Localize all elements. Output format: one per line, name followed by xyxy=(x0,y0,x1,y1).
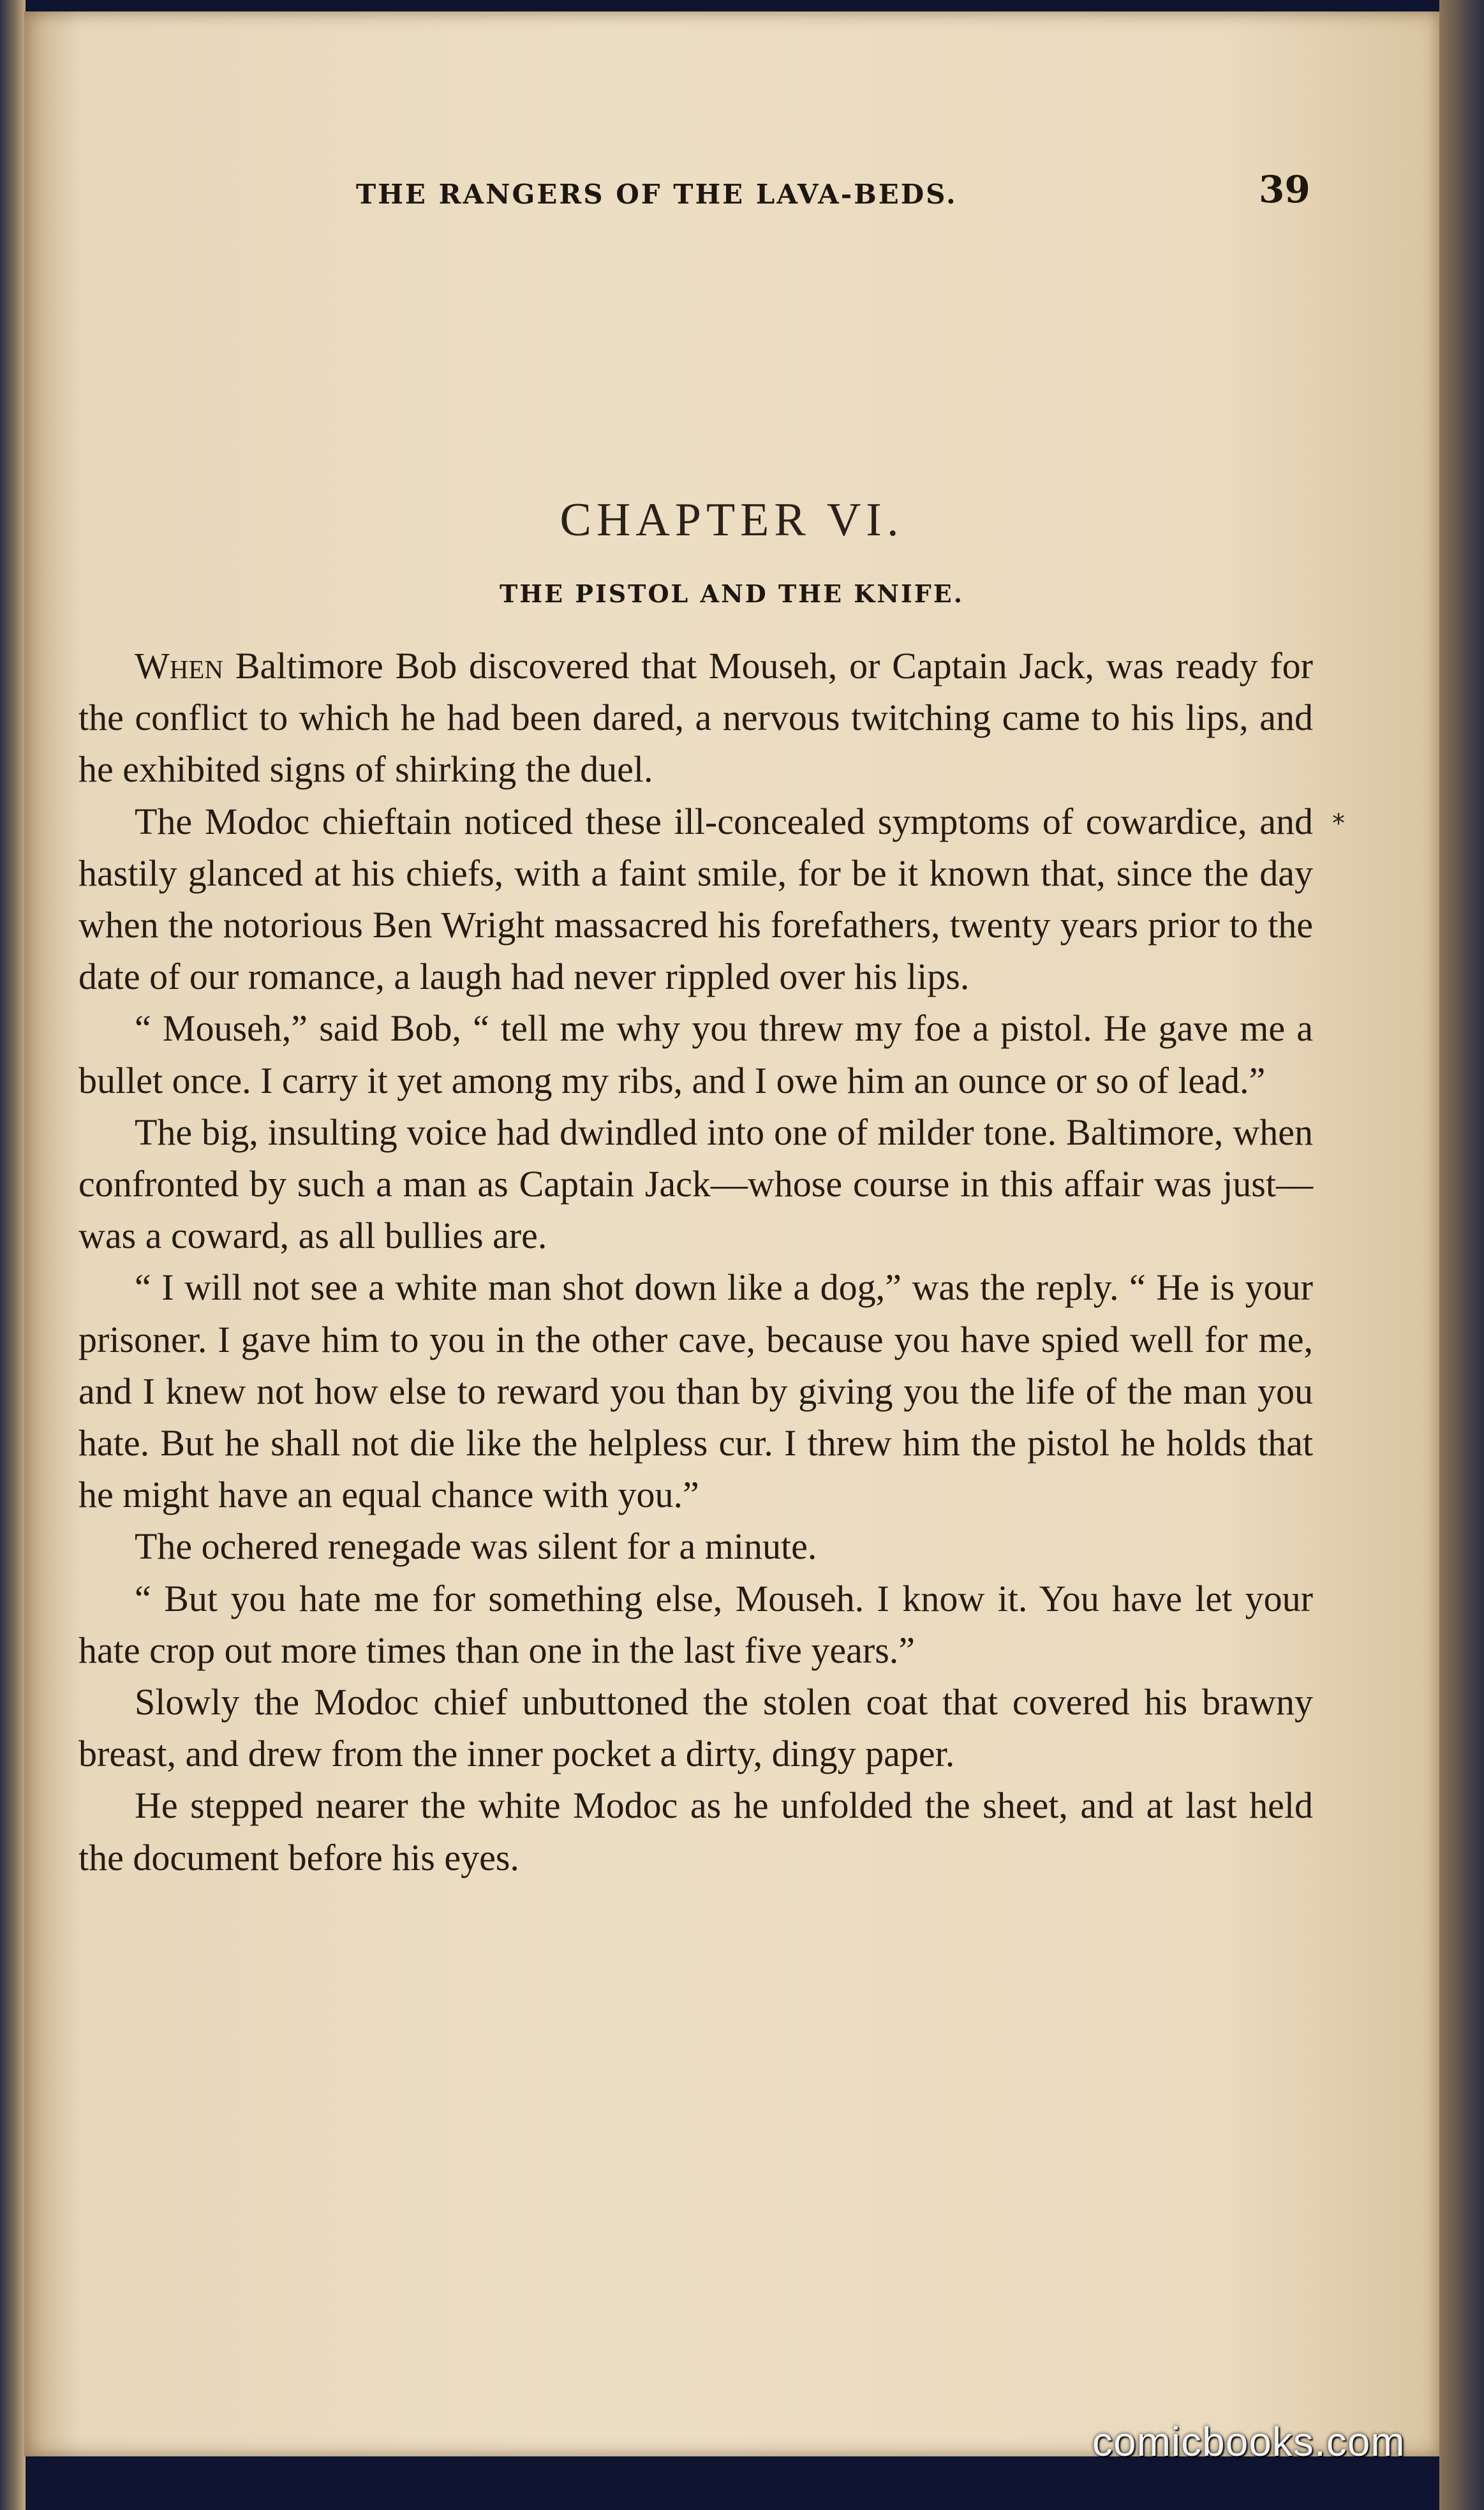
paragraph: He stepped nearer the white Modoc as he unfolded the sheet, and at last held the document before his eyes. xyxy=(78,1785,1313,1878)
paragraph: The ochered renegade was silent for a minute. xyxy=(135,1526,817,1568)
paragraph: “ But you hate me for something else, Mouseh. I know it. You have let your hate crop out more times than one in the last five years.” xyxy=(78,1577,1313,1671)
paragraph xyxy=(78,640,1313,796)
page-stack-edge xyxy=(1439,0,1484,2510)
chapter-title: CHAPTER VI. xyxy=(560,494,904,546)
chapter-body xyxy=(78,640,1313,1883)
paragraph: “ Mouseh,” said Bob, “ tell me why you threw my foe a pistol. He gave me a bullet once. I carry it yet among my ribs, and I owe him an ounce or so of lead.” xyxy=(78,1007,1313,1101)
watermark: comicbooks.com xyxy=(1092,2419,1406,2465)
page-number: 39 xyxy=(1259,168,1310,211)
paragraph: Slowly the Modoc chief unbuttoned the stolen coat that covered his brawny breast, and drew from the inner pocket a dirty, dingy paper. xyxy=(78,1681,1313,1775)
paragraph: The Modoc chieftain noticed these ill-concealed symptoms of cowardice, and hastily glanced at his chiefs, with a faint smile, for be it known that, since the day when the notorious Ben Wright massacred his forefathers, twenty years prior to the date of our romance, a laugh had never rippled over his lips. xyxy=(78,800,1313,998)
drop-lead-word: When xyxy=(135,645,224,687)
book-spine-edge xyxy=(0,0,26,2510)
paragraph: The big, insulting voice had dwindled into one of milder tone. Baltimore, when confronted by such a man as Captain Jack—whose course in this affair was just—was a coward, as all bullies are. xyxy=(78,1111,1313,1257)
chapter-subtitle: THE PISTOL AND THE KNIFE. xyxy=(500,579,964,608)
paragraph-text: Baltimore Bob discovered that Mouseh, or Captain Jack, was ready for the conflict to which he had been dared, a nervous twitching came to his lips, and he exhibited signs of shirking the duel. xyxy=(78,645,1313,791)
paragraph: “ I will not see a white man shot down like a dog,” was the reply. “ He is your prisoner. I gave him to you in the other cave, because you have spied well for me, and I knew not how else to reward you than by giving you the life of the man you hate. But he shall not die like the helpless cur. I threw him the pistol he holds that he might have an equal chance with you.” xyxy=(78,1266,1313,1516)
margin-asterisk-mark: * xyxy=(1332,809,1345,838)
running-title: THE RANGERS OF THE LAVA-BEDS. xyxy=(356,179,958,210)
book-page xyxy=(24,11,1439,2456)
